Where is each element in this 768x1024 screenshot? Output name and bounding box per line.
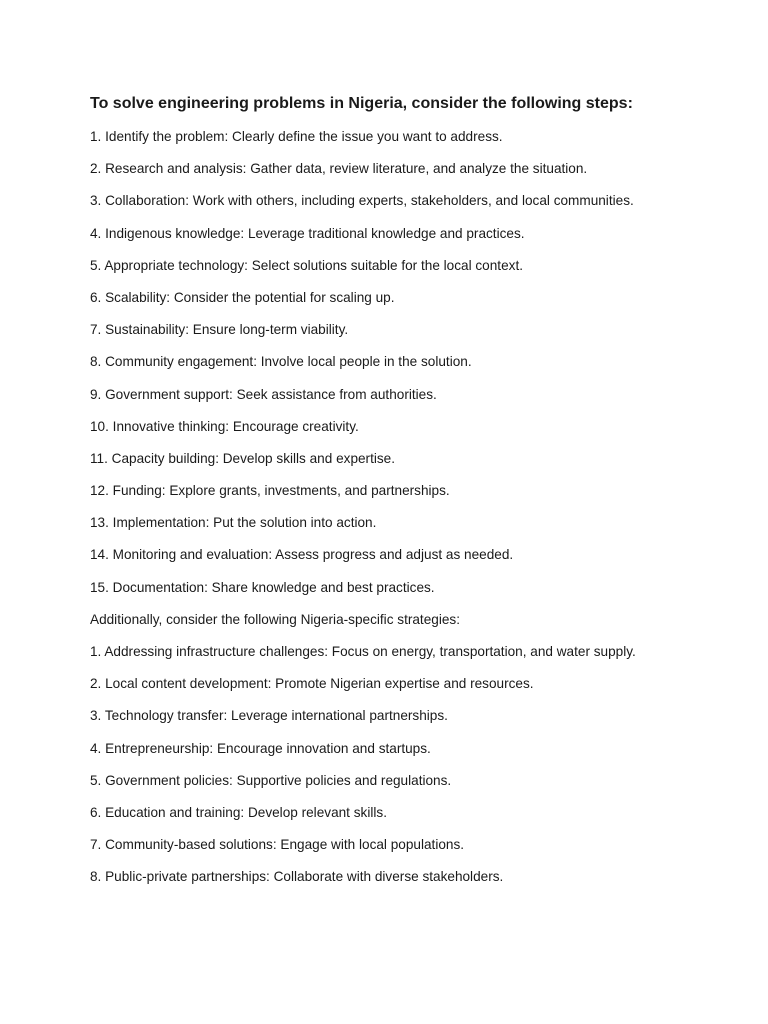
steps-list [90, 128, 740, 597]
document-title: To solve engineering problems in Nigeria, consider the following steps: [90, 95, 633, 112]
strategy-item: 8. Public-private partnerships: Collaborate with diverse stakeholders. [90, 869, 504, 885]
strategy-item: 2. Local content development: Promote Nigerian expertise and resources. [90, 676, 534, 692]
step-item: 15. Documentation: Share knowledge and best practices. [90, 579, 435, 595]
step-item: 13. Implementation: Put the solution into action. [90, 515, 377, 531]
step-item: 11. Capacity building: Develop skills and expertise. [90, 450, 396, 466]
strategy-item: 7. Community-based solutions: Engage with local populations. [90, 837, 465, 853]
step-item: 10. Innovative thinking: Encourage creativity. [90, 418, 359, 434]
step-item: 5. Appropriate technology: Select solutions suitable for the local context. [90, 257, 523, 273]
step-item: 6. Scalability: Consider the potential for scaling up. [90, 289, 395, 305]
additional-intro: Additionally, consider the following Nigeria-specific strategies: [90, 611, 460, 627]
step-item: 8. Community engagement: Involve local people in the solution. [90, 354, 472, 370]
strategy-item: 4. Entrepreneurship: Encourage innovation and startups. [90, 740, 431, 756]
strategy-item: 3. Technology transfer: Leverage international partnerships. [90, 708, 448, 724]
strategy-item: 6. Education and training: Develop relevant skills. [90, 804, 387, 820]
step-item: 12. Funding: Explore grants, investments, and partnerships. [90, 483, 450, 499]
step-item: 4. Indigenous knowledge: Leverage traditional knowledge and practices. [90, 225, 525, 241]
step-item: 1. Identify the problem: Clearly define the issue you want to address. [90, 129, 503, 144]
step-item: 14. Monitoring and evaluation: Assess progress and adjust as needed. [90, 547, 514, 563]
document-page [90, 92, 740, 901]
strategy-item: 5. Government policies: Supportive policies and regulations. [90, 772, 452, 788]
step-item: 7. Sustainability: Ensure long-term viability. [90, 322, 349, 338]
step-item: 9. Government support: Seek assistance from authorities. [90, 386, 437, 402]
step-item: 3. Collaboration: Work with others, including experts, stakeholders, and local communities. [90, 193, 634, 209]
strategies-list [90, 643, 740, 886]
strategy-item: 1. Addressing infrastructure challenges: Focus on energy, transportation, and water supply. [90, 644, 636, 659]
step-item: 2. Research and analysis: Gather data, review literature, and analyze the situation. [90, 161, 588, 177]
